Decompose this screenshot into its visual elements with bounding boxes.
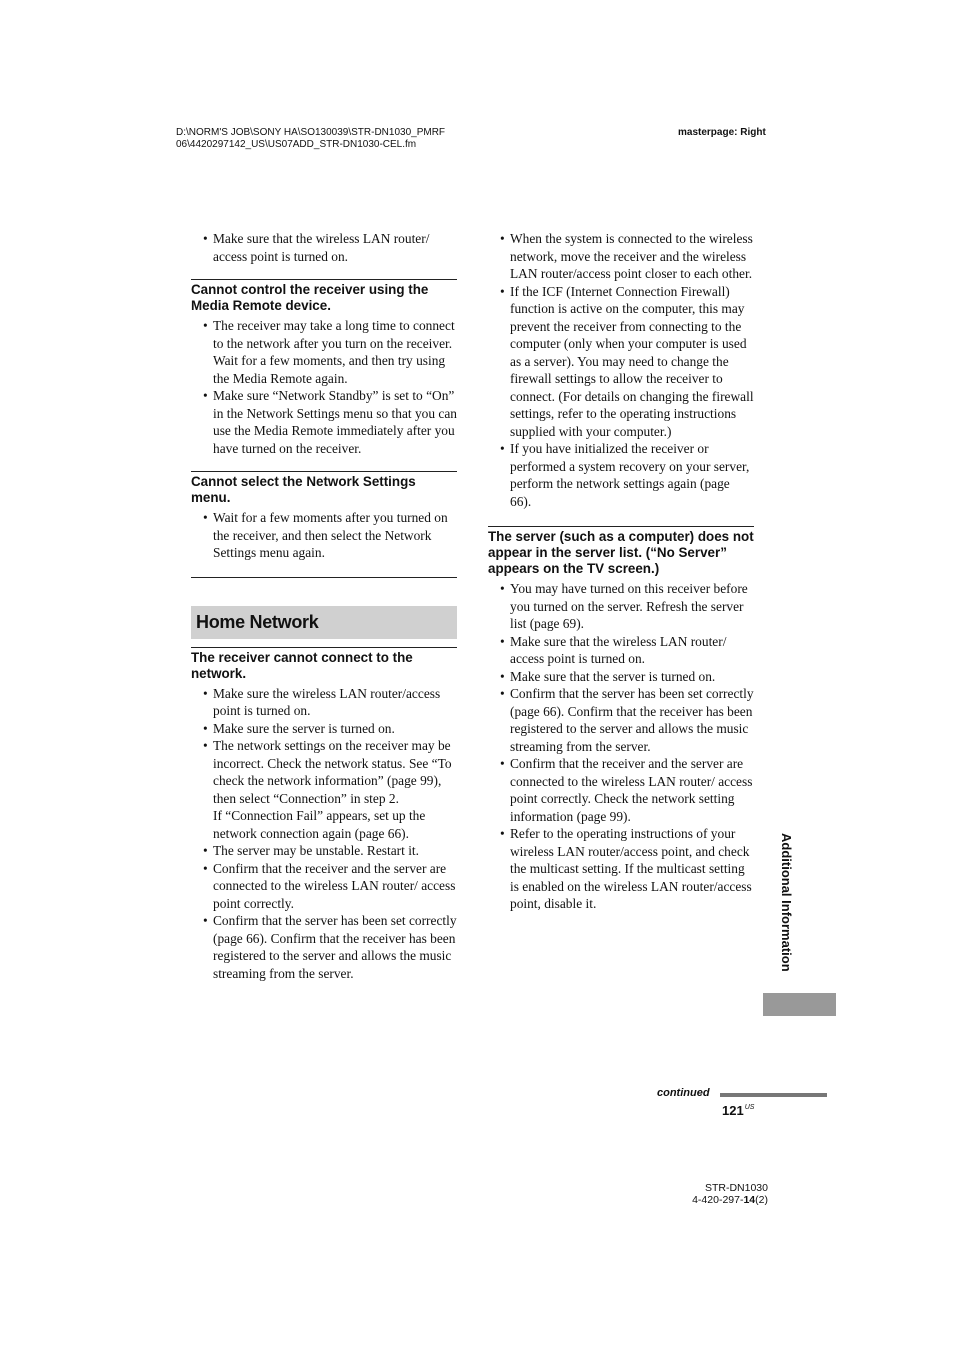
section-heading: The server (such as a computer) does not appear in the server list. (“No Server” appears on the TV screen.)	[488, 529, 754, 576]
file-path-line-1: D:\NORM'S JOB\SONY HA\SO130039\STR-DN1030_PMRF	[176, 127, 446, 138]
model-code-suffix: (2)	[755, 1194, 768, 1206]
bullet-list	[191, 685, 457, 983]
left-column	[191, 230, 457, 982]
model-code-bold: 14	[743, 1194, 756, 1206]
continued-label: continued	[657, 1087, 710, 1099]
continued-rule	[720, 1093, 827, 1097]
list-item-note: If “Connection Fail” appears, set up the network connection again (page 66).	[213, 808, 426, 841]
list-item: • If you have initialized the receiver or performed a system recovery on your server, perform the network settings again (page 66).	[488, 440, 754, 510]
model-code-prefix: 4-420-297-	[692, 1194, 744, 1206]
list-item: • Make sure the server is turned on.	[191, 720, 457, 738]
file-path-line-2: 06\4420297142_US\US07ADD_STR-DN1030-CEL.fm	[176, 139, 417, 150]
page-number-suffix: US	[744, 1104, 755, 1111]
section-cannot-connect	[191, 647, 457, 983]
list-item: • Make sure that the server is turned on.	[488, 668, 754, 686]
list-item: • Wait for a few moments after you turned on the receiver, and then select the Network Settings menu again.	[191, 509, 457, 562]
masterpage-label: masterpage: Right	[678, 127, 766, 138]
list-item: • Confirm that the receiver and the server are connected to the wireless LAN router/ access point correctly. Check the network setting information (page 99).	[488, 755, 754, 825]
list-item: • The receiver may take a long time to connect to the network after you turn on the receiver. Wait for a few moments, and then try using the Media Remote again.	[191, 317, 457, 387]
section-server-not-listed	[488, 526, 754, 913]
list-item-text: The network settings on the receiver may be incorrect. Check the network status. See “To check the network information” (page 99), then select “Connection” in step 2.	[213, 738, 452, 806]
side-tab-label: Additional Information	[779, 833, 794, 972]
list-item: • Confirm that the receiver and the server are connected to the wireless LAN router/ access point correctly.	[191, 860, 457, 913]
list-item: • Confirm that the server has been set correctly (page 66). Confirm that the receiver has been registered to the server and allows the music streaming from the server.	[488, 685, 754, 755]
bullet-list	[191, 317, 457, 457]
section-heading: The receiver cannot connect to the network.	[191, 649, 413, 681]
page-number-value: 121	[722, 1103, 744, 1118]
model-name: STR-DN1030	[704, 1182, 768, 1194]
bullet-list	[488, 580, 754, 913]
list-item: • Make sure the wireless LAN router/access point is turned on.	[191, 685, 457, 720]
list-item: • When the system is connected to the wireless network, move the receiver and the wireless LAN router/access point closer to each other.	[488, 230, 754, 283]
list-item: • Make sure that the wireless LAN router/ access point is turned on.	[191, 230, 457, 265]
list-item: • You may have turned on this receiver before you turned on the server. Refresh the server list (page 69).	[488, 580, 754, 633]
home-network-band	[191, 606, 457, 639]
section-network-settings-menu	[191, 471, 457, 562]
right-intro-list	[488, 230, 754, 510]
list-item	[191, 737, 457, 842]
list-item: • Confirm that the server has been set correctly (page 66). Confirm that the receiver has been registered to the server and allows the music streaming from the server.	[191, 912, 457, 982]
side-tab-marker	[763, 993, 836, 1016]
section-heading: Cannot control the receiver using the Media Remote device.	[191, 282, 429, 313]
section-divider	[191, 577, 457, 578]
list-item: • The server may be unstable. Restart it.	[191, 842, 457, 860]
section-media-remote	[191, 279, 457, 457]
model-info	[684, 1182, 768, 1206]
list-item: • Make sure that the wireless LAN router/ access point is turned on.	[488, 633, 754, 668]
left-intro-list	[191, 230, 457, 265]
model-code	[684, 1194, 768, 1206]
right-column	[488, 230, 754, 913]
section-heading: Cannot select the Network Settings menu.	[191, 474, 416, 505]
list-item: • Refer to the operating instructions of your wireless LAN router/access point, and check the multicast setting. If the multicast setting is enabled on the wireless LAN router/access point, disable it.	[488, 825, 754, 913]
file-path-header	[176, 127, 445, 151]
list-item: • Make sure “Network Standby” is set to “On” in the Network Settings menu so that you can use the Media Remote immediately after you have turned on the receiver.	[191, 387, 457, 457]
band-title: Home Network	[196, 611, 319, 632]
list-item: • If the ICF (Internet Connection Firewall) function is active on the computer, this may prevent the receiver from connecting to the computer (only when your computer is used as a server). You may need to change the firewall settings to allow the receiver to connect. (For details on changing the firewall settings, refer to the operating instructions supplied with your computer.)	[488, 283, 754, 441]
page-number	[722, 1103, 754, 1118]
bullet-list	[191, 509, 457, 562]
